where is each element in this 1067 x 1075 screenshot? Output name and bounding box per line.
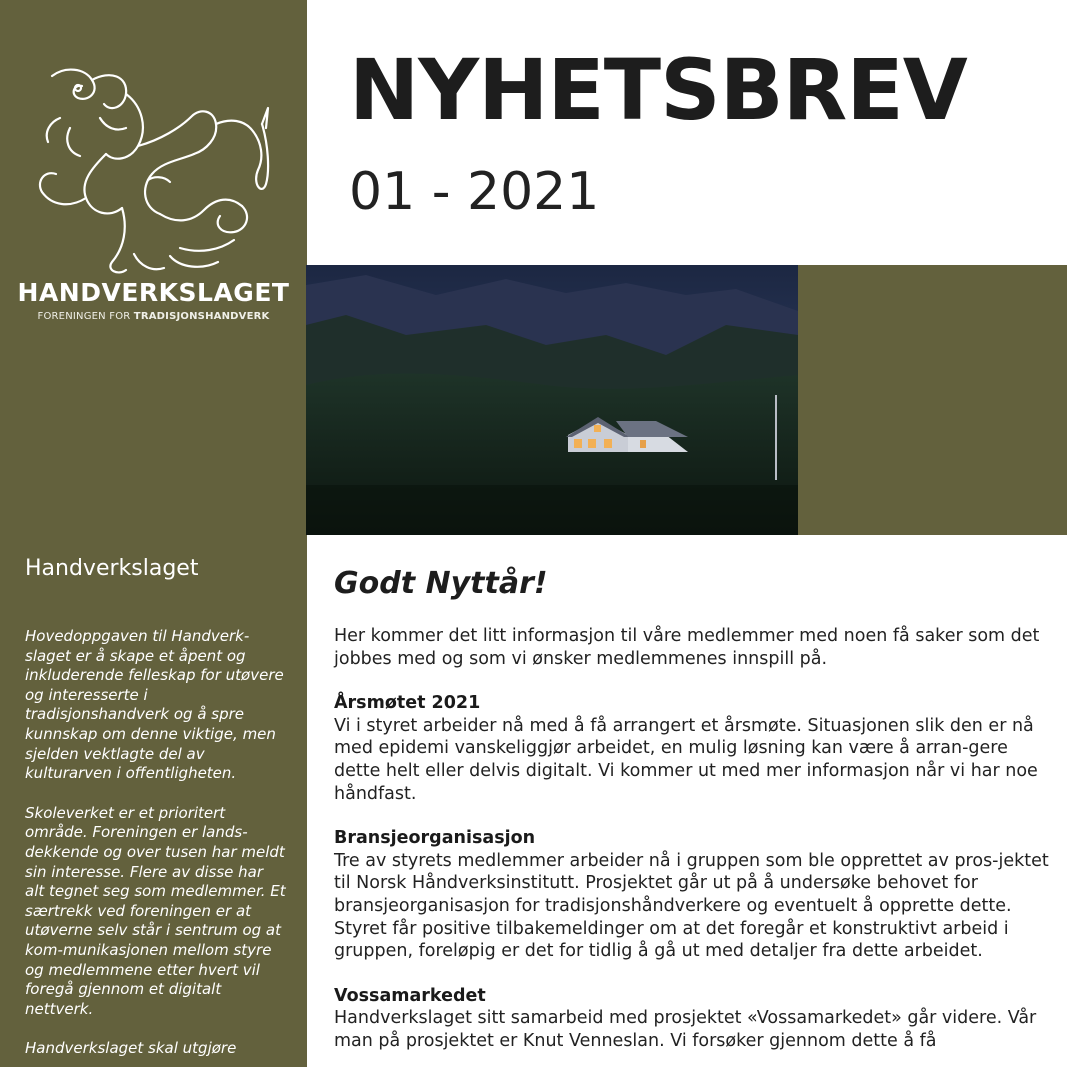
issue-number: 01 - 2021 xyxy=(349,162,600,222)
tagline-prefix: FORENINGEN FOR xyxy=(37,311,134,322)
cover-photo xyxy=(306,265,798,535)
sidebar-paragraph: Handverkslaget skal utgjøre xyxy=(25,1039,237,1058)
section-title: Bransjeorganisasjon xyxy=(334,828,536,849)
section-body: Handverkslaget sitt samarbeid med prosjektet «Vossamarkedet» går videre. Vår man på prosjektet er Knut Venneslan. Vi forsøker gjennom dette å få xyxy=(334,1008,1037,1051)
brand-tagline xyxy=(0,311,307,322)
main-content xyxy=(334,566,1049,1075)
brand-name: HANDVERKSLAGET xyxy=(17,278,290,307)
sidebar-text xyxy=(25,627,287,1067)
section-title: Vossamarkedet xyxy=(334,985,486,1006)
intro-text: Her kommer det litt informasjon til våre medlemmer med noen få saker som det jobbes med og som vi ønsker medlemmenes innspill på. xyxy=(334,626,1040,669)
sidebar-paragraph: Skoleverket er et prioritert område. Foreningen er lands-dekkende og over tusen har meldt sin interesse. Flere av disse har alt tegnet seg som medlemmer. Et særtrekk ved foreningen er at utøverne selv står i sentrum og at kom-munikasjonen mellom styre og medlemmene etter hvert vil foregå gjennom et digitalt nettverk. xyxy=(25,803,286,1018)
sidebar-heading: Handverkslaget xyxy=(25,556,199,581)
sidebar-paragraph: Hovedoppgaven til Handverk-slaget er å skape et åpent og inkluderende felleskap for utøvere og interesserte i tradisjonshandverk og å spre kunnskap om denne viktige, men sjelden vektlagte del av kulturarven i offentligheten. xyxy=(25,627,284,783)
section-body: Tre av styrets medlemmer arbeider nå i gruppen som ble opprettet av pros-jektet til Norsk Håndverksinstitutt. Prosjektet går ut på å undersøke behovet for bransjeorganisasjon for tradisjonshåndverkere og eventuelt å opprette dette. Styret får positive tilbakemeldinger om at det foregår et konstruktivt arbeid i gruppen, foreløpig er det for tidlig å gå ut med detaljer fra dette arbeidet. xyxy=(334,850,1049,962)
greeting-heading: Godt Nyttår! xyxy=(334,566,548,601)
house-landscape-image xyxy=(306,265,798,535)
section-title: Årsmøtet 2021 xyxy=(334,693,481,714)
dragon-logo-icon xyxy=(30,58,275,280)
accent-block xyxy=(798,265,1067,535)
page-title: NYHETSBREV xyxy=(349,41,967,139)
sidebar xyxy=(0,0,307,1067)
section-vossamarkedet xyxy=(334,985,1049,1053)
section-body: Vi i styret arbeider nå med å få arrangert et årsmøte. Situasjonen slik den er nå med epidemi vanskeliggjør arbeidet, en mulig løsning kan være å arran-gere dette helt eller delvis digitalt. Vi kommer ut med mer informasjon når vi har noe håndfast. xyxy=(334,715,1038,804)
section-aarsmotet xyxy=(334,692,1049,805)
tagline-bold: TRADISJONSHANDVERK xyxy=(133,311,270,322)
section-bransjeorganisasjon xyxy=(334,827,1049,963)
